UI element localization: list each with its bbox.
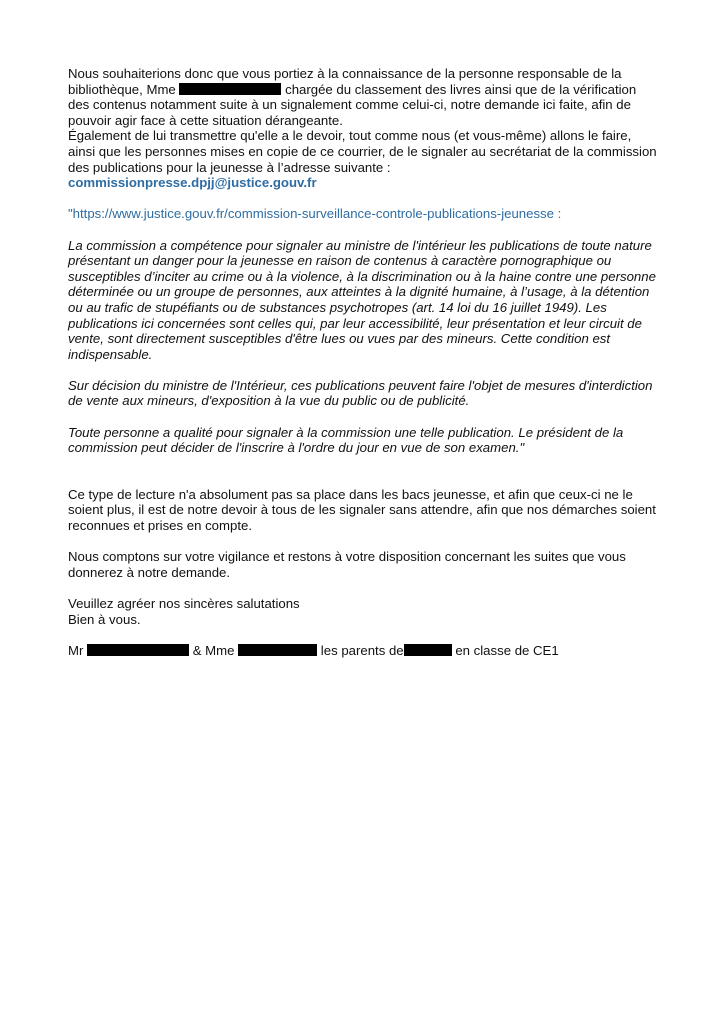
- request-paragraph: [68, 66, 660, 128]
- redacted-name: [179, 83, 281, 95]
- quote-paragraph-qualite: Toute personne a qualité pour signaler à la commission une telle publication. Le président de la commission peut décider de l'inscrire à l'ordre du jour en vue de son examen.": [68, 424, 624, 456]
- signature-parents: les parents de: [317, 642, 404, 658]
- signature-line: [68, 643, 660, 659]
- request-text-start: Nous souhaiterions donc que vous portiez à la connaissance de la personne responsable de la bibliothèque, Mme: [68, 66, 622, 97]
- request-text-end: chargée du classement des livres ainsi que de la vérification des contenus notamment suite à un signalement comme celui-ci, notre demande ici faite, afin de pouvoir agir face à cette situation dérangeante.: [68, 81, 637, 128]
- signature-mr: Mr: [68, 642, 88, 658]
- signature-class: en classe de CE1: [451, 642, 559, 658]
- redacted-child-name: [404, 644, 452, 656]
- reading-paragraph: Ce type de lecture n'a absolument pas sa place dans les bacs jeunesse, et afin que ceux-ci ne le soient plus, il est de notre devoir à tous de les signaler sans attendre, afin que nos démarches soient reconnues et prises en compte.: [68, 486, 656, 534]
- letter-body: [68, 66, 660, 658]
- quote-paragraph-decision: Sur décision du ministre de l'Intérieur, ces publications peuvent faire l'objet de mesures d'interdiction de vente aux mineurs, d'exposition à la vue du public ou de publicité.: [68, 377, 653, 409]
- commission-url[interactable]: "https://www.justice.gouv.fr/commission-surveillance-controle-publications-jeunesse :: [68, 206, 562, 222]
- closing-regards: Bien à vous.: [68, 611, 141, 627]
- transmit-paragraph: Également de lui transmettre qu'elle a le devoir, tout comme nous (et vous-même) allons le faire, ainsi que les personnes mises en copie de ce courrier, de le signaler au secrétariat de la commission des publications pour la jeunesse à l’adresse suivante :: [68, 128, 657, 175]
- signature-and-mme: & Mme: [189, 642, 239, 658]
- redacted-mother-name: [238, 644, 317, 656]
- quote-paragraph-competence: La commission a compétence pour signaler au ministre de l'intérieur les publications de toute nature présentant un danger pour la jeunesse en raison de contenus à caractère pornographique ou susceptibles d’inciter au crime ou à la violence, à la discrimination ou à la haine contre une personne déterminée ou un groupe de personnes, aux atteintes à la dignité humaine, à l’usage, à la détention ou au trafic de stupéfiants ou de substances psychotropes (art. 14 loi du 16 juillet 1949). Les publications ici concernées sont celles qui, par leur accessibilité, leur présentation et leur circuit de vente, sont directement susceptibles d'être lues ou vues par des mineurs. Cette condition est indispensable.: [68, 237, 656, 362]
- redacted-father-name: [87, 644, 189, 656]
- vigilance-paragraph: Nous comptons sur votre vigilance et restons à votre disposition concernant les suites que vous donnerez à notre demande.: [68, 549, 626, 580]
- commission-email[interactable]: commissionpresse.dpjj@justice.gouv.fr: [68, 175, 317, 191]
- closing-salutations: Veuillez agréer nos sincères salutations: [68, 596, 300, 611]
